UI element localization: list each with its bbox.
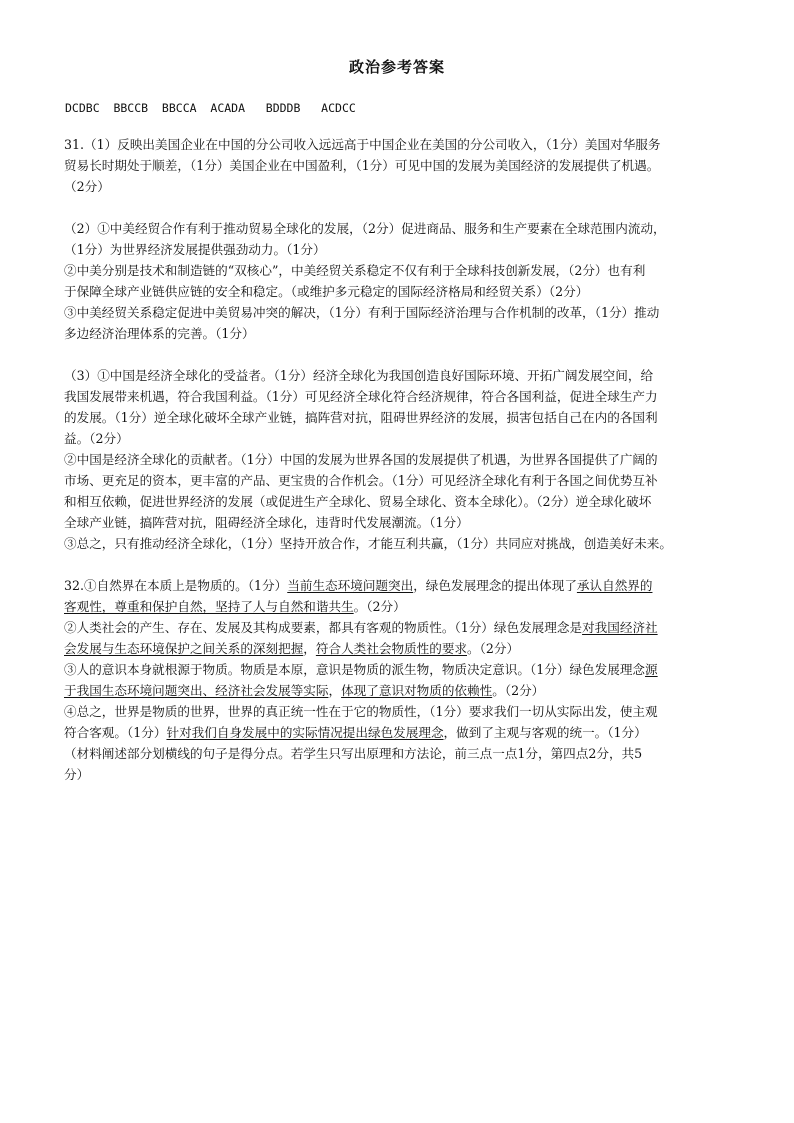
text-line: ③中美经贸关系稳定促进中美贸易冲突的解决，（1分）有利于国际经济治理与合作机制的改革，（1分）推动 — [64, 305, 660, 320]
text-line: ②人类社会的产生、存在、发展及其构成要素，都具有客观的物质性。（1分）绿色发展理念是对我国经济社 — [64, 620, 658, 635]
text-line: ④总之，世界是物质的世界，世界的真正统一性在于它的物质性，（1分）要求我们一切从实际出发，使主观 — [64, 704, 658, 719]
answer-content — [64, 134, 728, 785]
underlined-text: 于我国生态环境问题突出、经济社会发展等实际 — [64, 683, 329, 698]
q31-part3 — [64, 365, 728, 554]
text-line: 多边经济治理体系的完善。（1分） — [64, 326, 255, 341]
text-line: ②中国是经济全球化的贡献者。（1分）中国的发展为世界各国的发展提供了机遇，为世界各国提供了广阔的 — [64, 452, 658, 467]
text-line: ③人的意识本身就根源于物质。物质是本原，意识是物质的派生物，物质决定意识。（1分）绿色发展理念源 — [64, 662, 658, 677]
q32-answer — [64, 575, 728, 785]
underlined-text: 符合人类社会物质性的要求 — [315, 641, 467, 656]
text-line: ②中美分别是技术和制造链的“双核心”，中美经贸关系稳定不仅有利于全球科技创新发展，（2分）也有利 — [64, 263, 646, 278]
text-line: 客观性，尊重和保护自然，坚持了人与自然和谐共生。（2分） — [64, 599, 406, 614]
underlined-text: 针对我们自身发展中的实际情况提出绿色发展理念 — [166, 725, 444, 740]
underlined-text: 承认自然界的 — [576, 578, 653, 593]
text-line: 符合客观。（1分）针对我们自身发展中的实际情况提出绿色发展理念，做到了主观与客观的统一。（1分） — [64, 725, 647, 740]
text-line: 和相互依赖，促进世界经济的发展（或促进生产全球化、贸易全球化、资本全球化）。（2分）逆全球化破坏 — [64, 494, 652, 509]
text-line: （2分） — [64, 179, 110, 194]
text-line: 32.①自然界在本质上是物质的。（1分）当前生态环境问题突出，绿色发展理念的提出体现了承认自然界的 — [64, 578, 653, 593]
text-line: ③总之，只有推动经济全球化，（1分）坚持开放合作，才能互利共赢，（1分）共同应对挑战，创造美好未来。 — [64, 536, 672, 551]
text-line: 于我国生态环境问题突出、经济社会发展等实际，体现了意识对物质的依赖性。（2分） — [64, 683, 545, 698]
text-line: 贸易长时期处于顺差，（1分）美国企业在中国盈利，（1分）可见中国的发展为美国经济的发展提供了机遇。 — [64, 158, 660, 173]
text-line: 31.（1）反映出美国企业在中国的分公司收入远远高于中国企业在美国的分公司收入，（1分）美国对华服务 — [64, 137, 661, 152]
text-line: 益。（2分） — [64, 431, 129, 446]
underlined-text: 源 — [645, 662, 658, 677]
scoring-note: （材料阐述部分划横线的句子是得分点。若学生只写出原理和方法论，前三点一点1分，第四点2分，共5 — [64, 746, 643, 761]
page-title: 政治参考答案 — [348, 58, 445, 76]
text-line: （1分）为世界经济发展提供强劲动力。（1分） — [64, 242, 326, 257]
underlined-text: 客观性，尊重和保护自然，坚持了人与自然和谐共生 — [64, 599, 354, 614]
q31-part1 — [64, 134, 728, 197]
underlined-text: 对我国经济社 — [582, 620, 658, 635]
text-line: 会发展与生态环境保护之间关系的深刻把握，符合人类社会物质性的要求。（2分） — [64, 641, 520, 656]
scoring-note: 分） — [64, 767, 90, 782]
text-line: 于保障全球产业链供应链的安全和稳定。（或维护多元稳定的国际经济格局和经贸关系）（2分） — [64, 284, 589, 299]
text-line: （3）①中国是经济全球化的受益者。（1分）经济全球化为我国创造良好国际环境、开拓广阔发展空间，给 — [64, 368, 654, 383]
q31-part2 — [64, 218, 728, 344]
text-line: 的发展。（1分）逆全球化破坏全球产业链，搞阵营对抗，阻碍世界经济的发展，损害包括自己在内的各国利 — [64, 410, 658, 425]
text-line: 我国发展带来机遇，符合我国利益。（1分）可见经济全球化符合经济规律，符合各国利益，促进全球生产力 — [64, 389, 658, 404]
multiple-choice-answer-key: DCDBC BBCCB BBCCA ACADA BDDDB ACDCC — [65, 101, 356, 115]
text-line: 市场、更充足的资本，更丰富的产品、更宝贵的合作机会。（1分）可见经济全球化有利于各国之间优势互补 — [64, 473, 658, 488]
text-line: （2）①中美经贸合作有利于推动贸易全球化的发展，（2分）促进商品、服务和生产要素在全球范围内流动， — [64, 221, 666, 236]
text-line: 全球产业链，搞阵营对抗，阻碍经济全球化，违背时代发展潮流。（1分） — [64, 515, 469, 530]
underlined-text: 体现了意识对物质的依赖性 — [341, 683, 493, 698]
underlined-text: 当前生态环境问题突出 — [287, 578, 414, 593]
underlined-text: 会发展与生态环境保护之间关系的深刻把握 — [64, 641, 304, 656]
